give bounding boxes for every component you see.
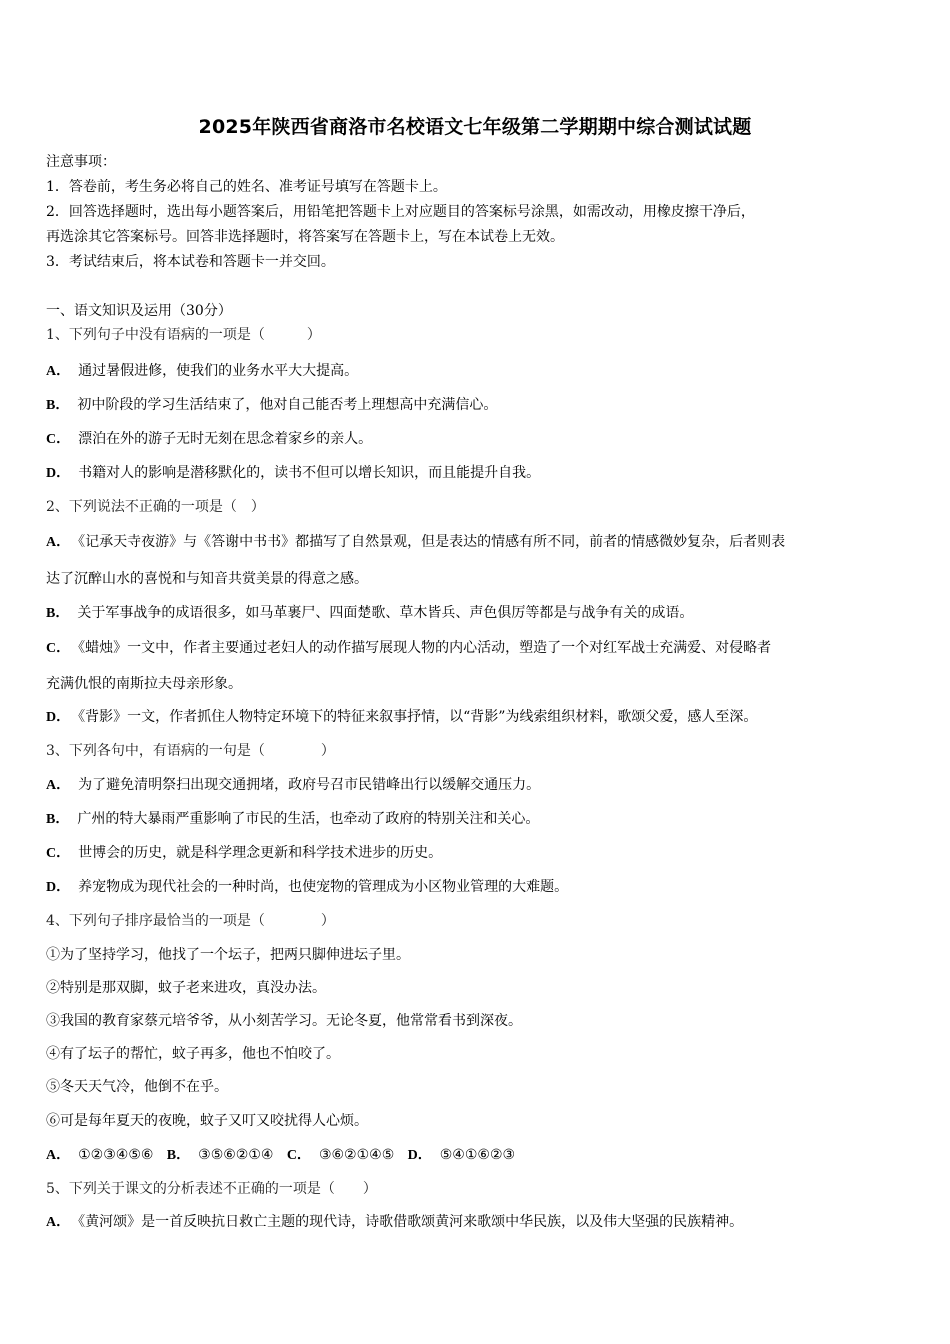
q4-choices: A． ①②③④⑤⑥ B． ③⑤⑥②①④ C． ③⑥②①④⑤ D． ⑤④①⑥②③ — [46, 1147, 516, 1163]
q5-option-a: A． 《黄河颂》是一首反映抗日救亡主题的现代诗，诗歌借歌颂黄河来歌颂中华民族，以及伟大坚强的民族精神。 — [46, 1214, 744, 1230]
q4-sentence: ④有了坛子的帮忙，蚊子再多，他也不怕咬了。 — [46, 1046, 340, 1062]
question-5-stem: 5、下列关于课文的分析表述不正确的一项是（ ） — [46, 1181, 377, 1197]
q3-option-d: D． 养宠物成为现代社会的一种时尚，也使宠物的管理成为小区物业管理的大难题。 — [46, 879, 569, 895]
q2-option-a-cont: 达了沉醉山水的喜悦和与知音共赏美景的得意之感。 — [46, 571, 368, 587]
q1-option-b: B． 初中阶段的学习生活结束了，他对自己能否考上理想高中充满信心。 — [46, 397, 498, 413]
q4-sentence: ①为了坚持学习，他找了一个坛子，把两只脚伸进坛子里。 — [46, 947, 410, 963]
notice-item: 3．考试结束后，将本试卷和答题卡一并交回。 — [46, 254, 335, 270]
question-4-stem: 4、下列句子排序最恰当的一项是（ ） — [46, 913, 335, 929]
notice-item: 2．回答选择题时，选出每小题答案后，用铅笔把答题卡上对应题目的答案标号涂黑，如需改动，用橡皮擦干净后， — [46, 204, 755, 220]
q2-option-c: C． 《蜡烛》一文中，作者主要通过老妇人的动作描写展现人物的内心活动，塑造了一个对红军战士充满爱、对侵略者 — [46, 640, 772, 656]
q2-option-c-cont: 充满仇恨的南斯拉夫母亲形象。 — [46, 676, 242, 692]
q1-option-c: C． 漂泊在外的游子无时无刻在思念着家乡的亲人。 — [46, 431, 373, 447]
q3-option-c: C． 世博会的历史，就是科学理念更新和科学技术进步的历史。 — [46, 845, 443, 861]
q1-option-a: A． 通过暑假进修，使我们的业务水平大大提高。 — [46, 363, 359, 379]
q4-sentence: ②特别是那双脚，蚊子老来进攻，真没办法。 — [46, 980, 326, 996]
section-heading: 一、语文知识及运用（30分） — [46, 303, 232, 319]
notice-heading: 注意事项： — [46, 154, 116, 170]
question-1-stem: 1、下列句子中没有语病的一项是（ ） — [46, 327, 321, 343]
q2-option-a: A． 《记承天寺夜游》与《答谢中书书》都描写了自然景观，但是表达的情感有所不同，前者的情感微妙复杂，后者则表 — [46, 534, 786, 550]
q1-option-d: D． 书籍对人的影响是潜移默化的，读书不但可以增长知识，而且能提升自我。 — [46, 465, 541, 481]
q2-option-b: B． 关于军事战争的成语很多，如马革裹尸、四面楚歌、草木皆兵、声色俱厉等都是与战争有关的成语。 — [46, 605, 694, 621]
q4-sentence: ③我国的教育家蔡元培爷爷，从小刻苦学习。无论冬夏，他常常看书到深夜。 — [46, 1013, 522, 1029]
question-3-stem: 3、下列各句中，有语病的一句是（ ） — [46, 743, 335, 759]
q3-option-a: A． 为了避免清明祭扫出现交通拥堵，政府号召市民错峰出行以缓解交通压力。 — [46, 777, 541, 793]
page-title: 2025年陕西省商洛市名校语文七年级第二学期期中综合测试试题 — [198, 116, 752, 138]
q3-option-b: B． 广州的特大暴雨严重影响了市民的生活，也牵动了政府的特别关注和关心。 — [46, 811, 540, 827]
q4-sentence: ⑤冬天天气冷，他倒不在乎。 — [46, 1079, 228, 1095]
question-2-stem: 2、下列说法不正确的一项是（ ） — [46, 499, 265, 515]
notice-item: 再选涂其它答案标号。回答非选择题时，将答案写在答题卡上，写在本试卷上无效。 — [46, 229, 564, 245]
q4-sentence: ⑥可是每年夏天的夜晚，蚊子又叮又咬扰得人心烦。 — [46, 1113, 368, 1129]
q2-option-d: D． 《背影》一文，作者抓住人物特定环境下的特征来叙事抒情，以“背影”为线索组织材料，歌颂父爱，感人至深。 — [46, 709, 758, 725]
notice-item: 1．答卷前，考生务必将自己的姓名、准考证号填写在答题卡上。 — [46, 179, 447, 195]
